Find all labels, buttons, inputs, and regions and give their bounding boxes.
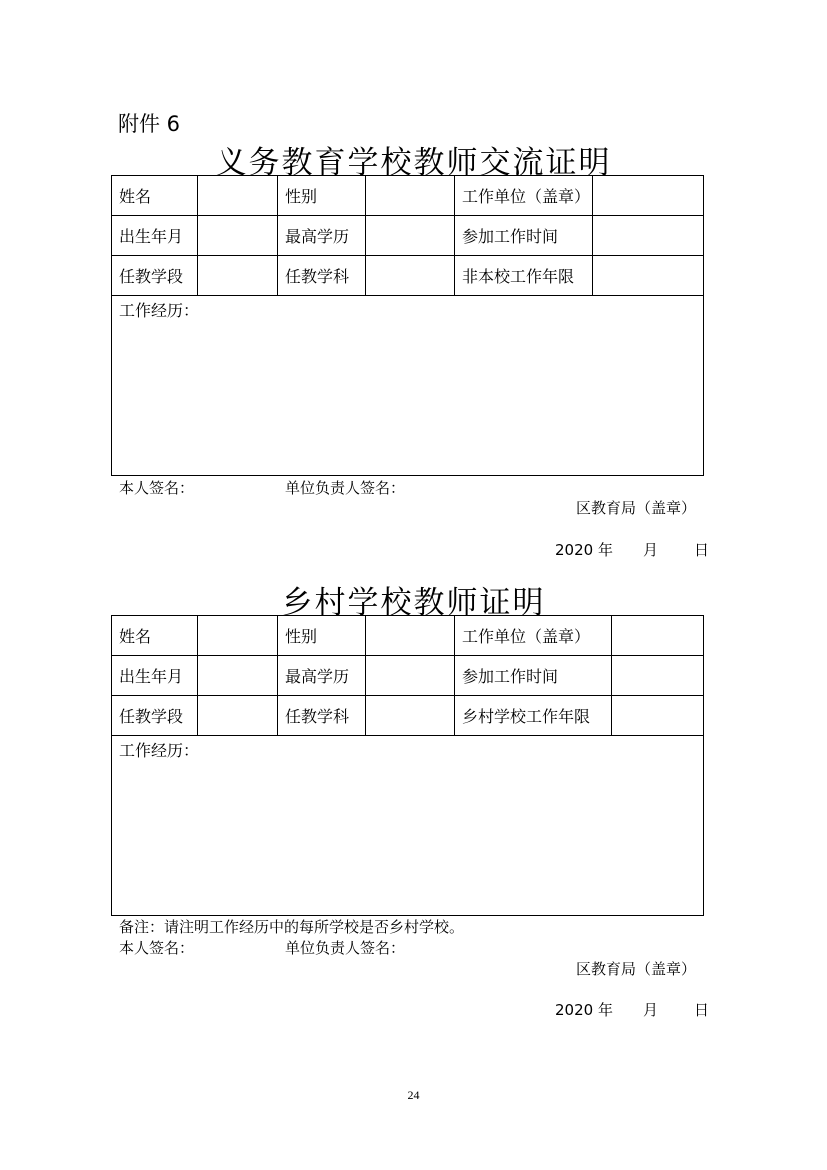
label-work-unit: 工作单位（盖章） — [455, 176, 593, 216]
name-field[interactable] — [198, 616, 278, 656]
label-start-work: 参加工作时间 — [455, 216, 593, 256]
form1-row-3 — [112, 256, 704, 296]
work-unit-field[interactable] — [612, 616, 704, 656]
work-unit-field[interactable] — [593, 176, 704, 216]
education-field[interactable] — [366, 656, 455, 696]
form2-row-work-history — [112, 736, 704, 916]
form2-date-month: 月 — [643, 1001, 659, 1019]
birth-date-field[interactable] — [198, 216, 278, 256]
form1-table — [111, 175, 704, 476]
teaching-stage-field[interactable] — [198, 256, 278, 296]
teaching-stage-field[interactable] — [198, 696, 278, 736]
work-history-field[interactable] — [112, 296, 704, 476]
form2-row-2 — [112, 656, 704, 696]
label-teaching-subject: 任教学科 — [278, 256, 366, 296]
label-education: 最高学历 — [278, 216, 366, 256]
form1-row-work-history — [112, 296, 704, 476]
form1-date-month: 月 — [643, 541, 659, 559]
label-name: 姓名 — [112, 616, 198, 656]
education-field[interactable] — [366, 216, 455, 256]
form2-title: 乡村学校教师证明 — [281, 585, 546, 621]
form1-row-2 — [112, 216, 704, 256]
form2-date-year: 2020 年 — [555, 1001, 613, 1019]
label-gender: 性别 — [278, 176, 366, 216]
years-outside-field[interactable] — [593, 256, 704, 296]
label-gender: 性别 — [278, 616, 366, 656]
form1-date-year: 2020 年 — [555, 541, 613, 559]
form2-date-day: 日 — [694, 1001, 710, 1019]
form1-row-1 — [112, 176, 704, 216]
gender-field[interactable] — [366, 176, 455, 216]
form2-row-1 — [112, 616, 704, 656]
birth-date-field[interactable] — [198, 656, 278, 696]
label-name: 姓名 — [112, 176, 198, 216]
work-history-label: 工作经历： — [119, 741, 200, 760]
teaching-subject-field[interactable] — [366, 696, 455, 736]
work-history-field[interactable] — [112, 736, 704, 916]
form1-date-day: 日 — [694, 541, 710, 559]
label-teaching-subject: 任教学科 — [278, 696, 366, 736]
form1-unit-signature: 单位负责人签名： — [285, 479, 406, 497]
attachment-label: 附件 6 — [118, 112, 181, 136]
label-rural-years: 乡村学校工作年限 — [455, 696, 612, 736]
label-teaching-stage: 任教学段 — [112, 696, 198, 736]
name-field[interactable] — [198, 176, 278, 216]
start-work-field[interactable] — [593, 216, 704, 256]
form2-row-3 — [112, 696, 704, 736]
label-teaching-stage: 任教学段 — [112, 256, 198, 296]
label-start-work: 参加工作时间 — [455, 656, 612, 696]
label-education: 最高学历 — [278, 656, 366, 696]
form2-note: 备注：请注明工作经历中的每所学校是否乡村学校。 — [119, 918, 465, 936]
gender-field[interactable] — [366, 616, 455, 656]
form1-self-signature: 本人签名： — [119, 479, 195, 497]
label-years-outside: 非本校工作年限 — [455, 256, 593, 296]
rural-years-field[interactable] — [612, 696, 704, 736]
label-birth-date: 出生年月 — [112, 216, 198, 256]
form2-table — [111, 615, 704, 916]
start-work-field[interactable] — [612, 656, 704, 696]
teaching-subject-field[interactable] — [366, 256, 455, 296]
form2-unit-signature: 单位负责人签名： — [285, 939, 406, 957]
label-birth-date: 出生年月 — [112, 656, 198, 696]
work-history-label: 工作经历： — [119, 301, 200, 320]
page-number: 24 — [407, 1088, 420, 1102]
form2-self-signature: 本人签名： — [119, 939, 195, 957]
form1-bureau-seal: 区教育局（盖章） — [576, 499, 697, 517]
form2-bureau-seal: 区教育局（盖章） — [576, 960, 697, 978]
label-work-unit: 工作单位（盖章） — [455, 616, 612, 656]
form1-title: 义务教育学校教师交流证明 — [215, 145, 612, 181]
